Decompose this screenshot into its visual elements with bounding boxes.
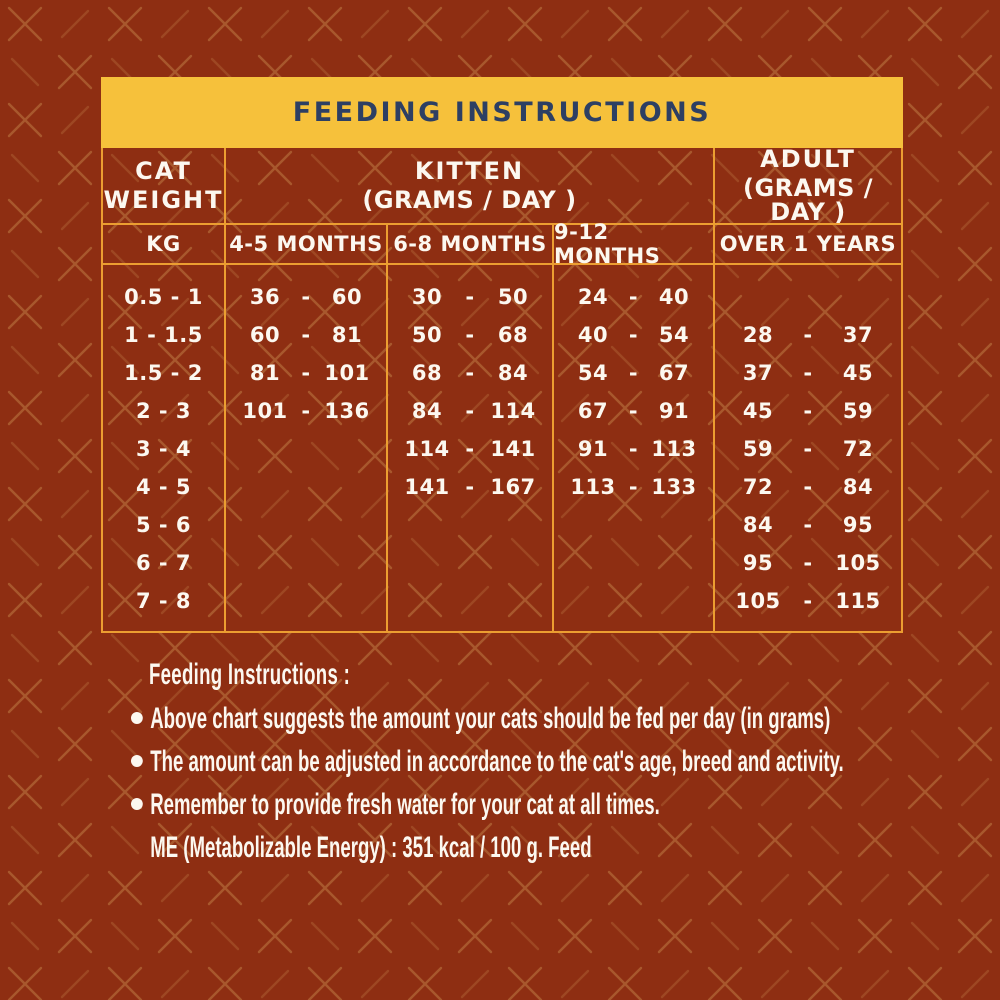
cell-weight: 1 - 1.5 xyxy=(124,323,203,347)
cell-kitten_9_12 xyxy=(554,354,713,392)
range-separator: - xyxy=(465,437,475,461)
column-kitten_6_8 xyxy=(386,265,552,631)
header-kitten xyxy=(224,148,713,223)
cell-kitten_6_8 xyxy=(388,278,552,316)
subheader-over-1-years: OVER 1 YEARS xyxy=(713,225,901,263)
range-separator: - xyxy=(803,323,813,347)
range-max: 141 xyxy=(490,437,536,461)
range-max: 45 xyxy=(842,361,874,385)
feeding-table xyxy=(101,77,903,633)
cell-adult xyxy=(715,544,901,582)
bullet-item xyxy=(131,697,901,740)
range-separator: - xyxy=(301,285,311,309)
subheader-6-8-months: 6-8 MONTHS xyxy=(386,225,552,263)
bullet-text: Above chart suggests the amount your cats should be fed per day (in grams) xyxy=(150,702,831,735)
cell-kitten_9_12 xyxy=(554,506,713,544)
bullet-item xyxy=(131,783,901,826)
range-max: 114 xyxy=(490,399,536,423)
header-adult xyxy=(713,145,901,226)
range-separator: - xyxy=(465,285,475,309)
cell-kitten_6_8 xyxy=(388,544,552,582)
cell-adult xyxy=(715,430,901,468)
range-max: 67 xyxy=(658,361,690,385)
table-subheader-row xyxy=(103,220,901,268)
range-max: 113 xyxy=(651,437,697,461)
cell-kitten_4_5 xyxy=(226,506,386,544)
table-body xyxy=(101,145,903,633)
range-min: 113 xyxy=(570,475,616,499)
column-kitten_4_5 xyxy=(224,265,386,631)
range-min: 95 xyxy=(742,551,774,575)
subheader-4-5-months: 4-5 MONTHS xyxy=(224,225,386,263)
range-min: 68 xyxy=(411,361,443,385)
cell-kitten_6_8 xyxy=(388,468,552,506)
range-separator: - xyxy=(628,399,639,423)
cell-adult xyxy=(715,316,901,354)
cell-kitten_4_5 xyxy=(226,468,386,506)
header-cat-weight-line2: WEIGHT xyxy=(103,186,224,214)
cell-kitten_9_12 xyxy=(554,392,713,430)
range-separator: - xyxy=(628,285,639,309)
range-min: 37 xyxy=(742,361,774,385)
subheader-9-12-months: 9-12 MONTHS xyxy=(552,225,713,263)
range-max: 84 xyxy=(842,475,874,499)
table-header-row xyxy=(103,145,901,226)
range-min: 54 xyxy=(577,361,609,385)
range-min: 114 xyxy=(404,437,450,461)
cell-adult xyxy=(715,392,901,430)
range-max: 84 xyxy=(497,361,529,385)
range-separator: - xyxy=(803,589,813,613)
range-separator: - xyxy=(803,361,813,385)
range-separator: - xyxy=(803,475,813,499)
table-data-area xyxy=(103,265,901,631)
notes-bullet-list xyxy=(131,697,901,826)
range-separator: - xyxy=(465,475,475,499)
cell-kitten_4_5 xyxy=(226,392,386,430)
bullet-item xyxy=(131,740,901,783)
table-title-band xyxy=(101,77,903,148)
range-max: 81 xyxy=(331,323,363,347)
range-max: 115 xyxy=(835,589,881,613)
range-separator: - xyxy=(465,361,475,385)
range-separator: - xyxy=(301,323,311,347)
bullet-dot xyxy=(131,798,143,810)
range-max: 40 xyxy=(658,285,690,309)
range-max: 59 xyxy=(842,399,874,423)
range-max: 133 xyxy=(651,475,697,499)
notes-footer: ME (Metabolizable Energy) : 351 kcal / 100 g. Feed xyxy=(150,831,592,864)
column-weight xyxy=(103,265,224,631)
range-max: 50 xyxy=(497,285,529,309)
range-max: 37 xyxy=(842,323,874,347)
header-kitten-line2: (GRAMS / DAY ) xyxy=(362,186,577,214)
range-max: 60 xyxy=(331,285,363,309)
range-min: 59 xyxy=(742,437,774,461)
range-min: 141 xyxy=(404,475,450,499)
cell-kitten_9_12 xyxy=(554,430,713,468)
range-min: 84 xyxy=(411,399,443,423)
header-adult-line1: ADULT xyxy=(760,145,856,173)
bullet-text: Remember to provide fresh water for your cat at all times. xyxy=(150,788,660,821)
range-min: 72 xyxy=(742,475,774,499)
range-separator: - xyxy=(628,323,639,347)
cell-kitten_4_5 xyxy=(226,316,386,354)
cell-kitten_4_5 xyxy=(226,544,386,582)
cell-weight: 5 - 6 xyxy=(135,513,192,537)
cell-adult xyxy=(715,582,901,620)
cell-kitten_4_5 xyxy=(226,278,386,316)
range-separator: - xyxy=(301,399,311,423)
cell-kitten_9_12 xyxy=(554,316,713,354)
range-min: 50 xyxy=(411,323,443,347)
cell-kitten_6_8 xyxy=(388,392,552,430)
range-min: 28 xyxy=(742,323,774,347)
range-separator: - xyxy=(465,399,475,423)
range-min: 36 xyxy=(249,285,281,309)
range-separator: - xyxy=(803,513,813,537)
cell-weight: 6 - 7 xyxy=(135,551,192,575)
range-min: 60 xyxy=(249,323,281,347)
cell-kitten_4_5 xyxy=(226,582,386,620)
cell-weight: 4 - 5 xyxy=(135,475,192,499)
notes-section xyxy=(131,652,901,869)
header-cat-weight xyxy=(103,148,224,223)
cell-adult xyxy=(715,354,901,392)
cell-adult xyxy=(715,468,901,506)
range-separator: - xyxy=(803,399,813,423)
range-max: 72 xyxy=(842,437,874,461)
bullet-text: The amount can be adjusted in accordance to the cat's age, breed and activity. xyxy=(150,745,844,778)
range-min: 101 xyxy=(242,399,288,423)
range-separator: - xyxy=(628,475,639,499)
cell-kitten_9_12 xyxy=(554,544,713,582)
range-min: 67 xyxy=(577,399,609,423)
range-min: 81 xyxy=(249,361,281,385)
column-kitten_9_12 xyxy=(552,265,713,631)
cell-weight: 7 - 8 xyxy=(135,589,192,613)
range-separator: - xyxy=(628,437,639,461)
range-min: 84 xyxy=(742,513,774,537)
range-min: 105 xyxy=(735,589,781,613)
header-adult-line2: (GRAMS / DAY ) xyxy=(742,174,873,226)
range-max: 136 xyxy=(324,399,370,423)
cell-kitten_6_8 xyxy=(388,316,552,354)
range-separator: - xyxy=(803,437,813,461)
column-adult xyxy=(713,265,901,631)
range-separator: - xyxy=(301,361,311,385)
subheader-kg: KG xyxy=(146,232,181,256)
cell-weight: 0.5 - 1 xyxy=(124,285,203,309)
range-min: 24 xyxy=(577,285,609,309)
cell-adult xyxy=(715,506,901,544)
cell-kitten_9_12 xyxy=(554,278,713,316)
header-cat-weight-line1: CAT xyxy=(135,157,192,185)
notes-heading: Feeding Instructions : xyxy=(148,658,351,691)
range-separator: - xyxy=(803,551,813,575)
cell-kitten_6_8 xyxy=(388,430,552,468)
table-title: FEEDING INSTRUCTIONS xyxy=(292,97,712,128)
range-max: 105 xyxy=(835,551,881,575)
cell-kitten_4_5 xyxy=(226,354,386,392)
cell-adult xyxy=(715,278,901,316)
header-kitten-line1: KITTEN xyxy=(414,157,525,185)
bullet-dot xyxy=(131,755,143,767)
cell-kitten_4_5 xyxy=(226,430,386,468)
cell-kitten_9_12 xyxy=(554,582,713,620)
cell-kitten_9_12 xyxy=(554,468,713,506)
range-max: 68 xyxy=(497,323,529,347)
range-max: 91 xyxy=(658,399,690,423)
cell-weight: 2 - 3 xyxy=(135,399,192,423)
cell-weight: 1.5 - 2 xyxy=(124,361,203,385)
range-max: 101 xyxy=(324,361,370,385)
range-min: 30 xyxy=(411,285,443,309)
cell-kitten_6_8 xyxy=(388,506,552,544)
range-min: 40 xyxy=(577,323,609,347)
bullet-dot xyxy=(131,712,143,724)
range-separator: - xyxy=(628,361,639,385)
range-max: 167 xyxy=(490,475,536,499)
cell-kitten_6_8 xyxy=(388,582,552,620)
range-min: 45 xyxy=(742,399,774,423)
range-separator: - xyxy=(465,323,475,347)
range-min: 91 xyxy=(577,437,609,461)
range-max: 95 xyxy=(842,513,874,537)
range-max: 54 xyxy=(658,323,690,347)
cell-kitten_6_8 xyxy=(388,354,552,392)
cell-weight: 3 - 4 xyxy=(135,437,192,461)
